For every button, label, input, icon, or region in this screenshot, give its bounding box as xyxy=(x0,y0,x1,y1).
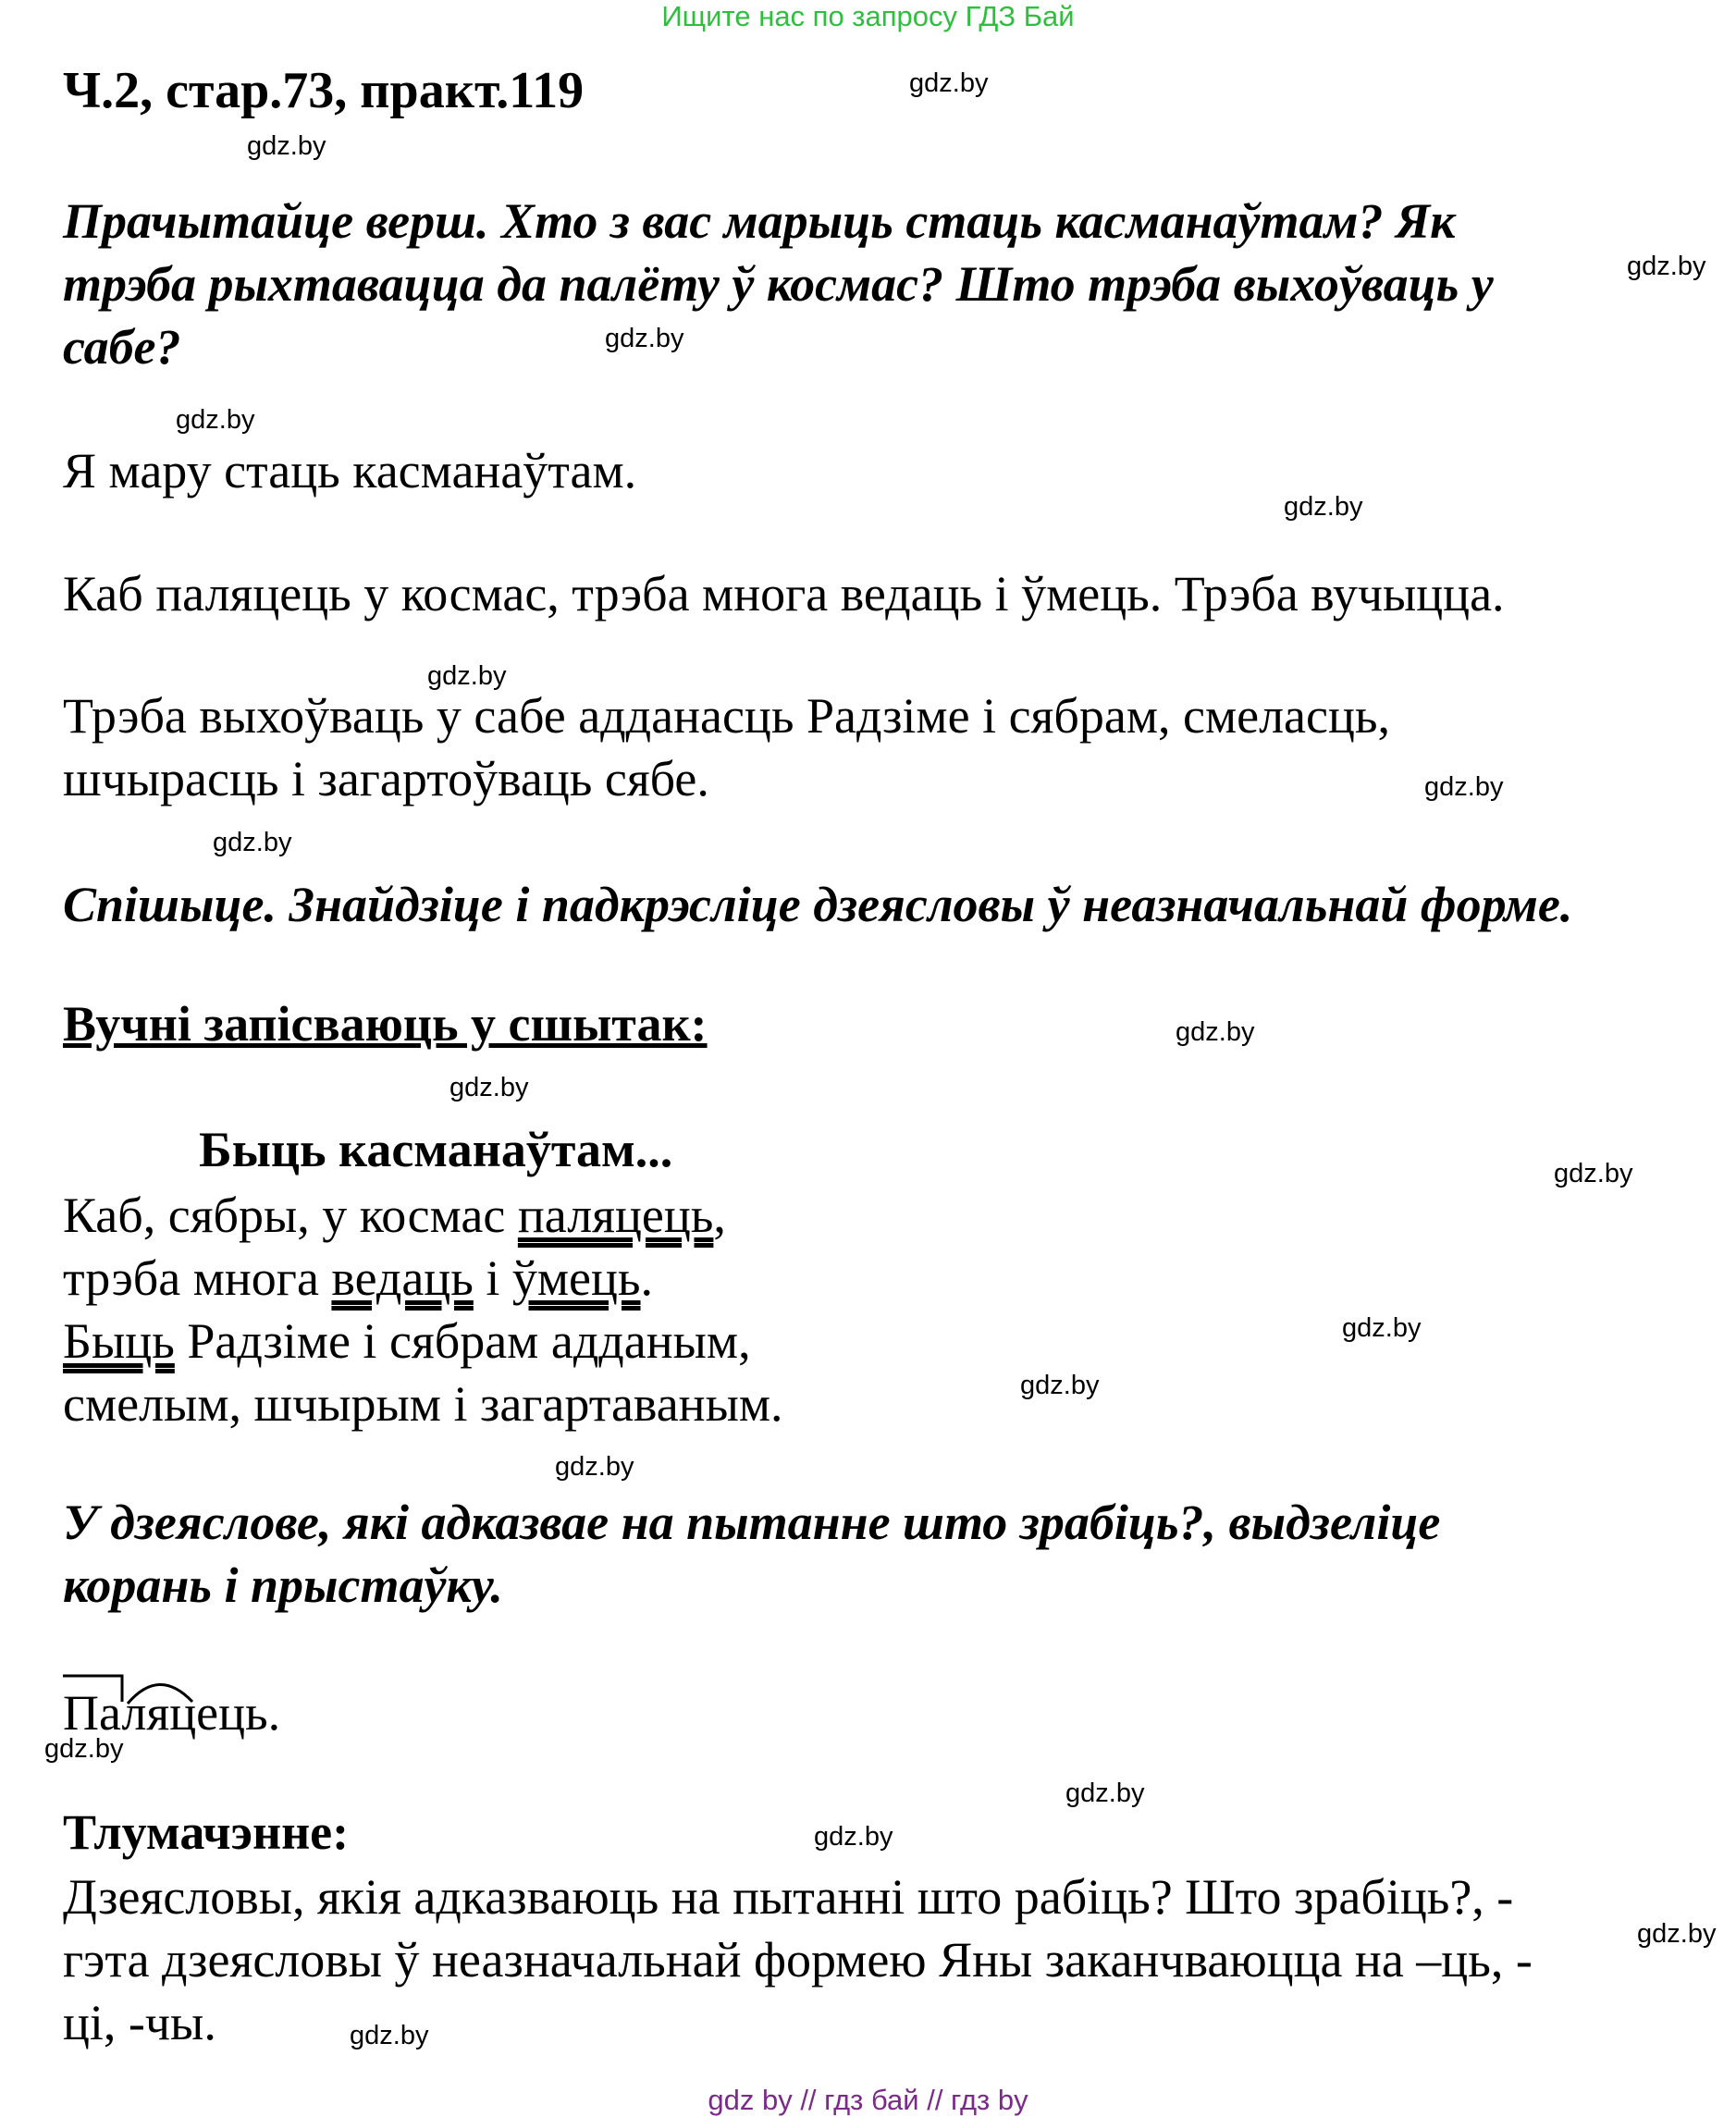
explanation xyxy=(63,1865,1533,2054)
poem-text: трэба многа xyxy=(63,1250,332,1306)
task-3 xyxy=(63,1491,1440,1617)
watermark: gdz.by xyxy=(350,2021,429,2050)
notebook-heading: Вучні запісваюць у сшытак: xyxy=(63,996,708,1052)
top-banner[interactable]: Ищите нас по запросу ГДЗ Бай xyxy=(661,0,1075,32)
watermark: gdz.by xyxy=(1284,492,1363,522)
watermark: gdz.by xyxy=(1424,772,1504,802)
watermark: gdz.by xyxy=(1554,1159,1633,1188)
watermark: gdz.by xyxy=(176,405,255,435)
answer-3-line: Трэба выхоўваць у сабе адданасць Радзіме і сябрам, смеласць, xyxy=(63,688,1391,744)
task-3-line: корань і прыстаўку. xyxy=(63,1557,503,1613)
task-1-line: сабе? xyxy=(63,319,181,375)
page-title: Ч.2, стар.73, практ.119 xyxy=(63,62,585,119)
watermark: gdz.by xyxy=(605,324,684,353)
verb-underlined: ўмець xyxy=(511,1250,641,1306)
task-1-line: трэба рыхтавацца да палёту ў космас? Што трэба выхоўваць у xyxy=(63,256,1494,312)
watermark: gdz.by xyxy=(909,68,989,98)
poem-line xyxy=(63,1247,783,1310)
watermark: gdz.by xyxy=(44,1734,124,1764)
watermark: gdz.by xyxy=(427,661,507,691)
verb-underlined: паляцець xyxy=(517,1188,714,1243)
task-2: Спішыце. Знайдзіце і падкрэсліце дзеясловы ў неазначальнай форме. xyxy=(63,877,1573,932)
answer-2: Каб паляцець у космас, трэба многа ведаць і ўмець. Трэба вучыцца. xyxy=(63,566,1505,622)
watermark: gdz.by xyxy=(1627,252,1706,281)
verb-underlined: Быць xyxy=(63,1313,175,1369)
poem xyxy=(63,1184,783,1435)
task-3-line: У дзеяслове, які адказвае на пытанне што зрабіць?, выдзеліце xyxy=(63,1495,1441,1550)
poem-text: і xyxy=(473,1250,512,1306)
task-1-line: Прачытайце верш. Хто з вас марыць стаць касманаўтам? Як xyxy=(63,193,1456,249)
poem-title: Быць касманаўтам... xyxy=(199,1122,673,1177)
watermark: gdz.by xyxy=(1342,1313,1422,1343)
task-1 xyxy=(63,190,1494,378)
answer-3 xyxy=(63,684,1390,810)
poem-text: Каб, сябры, у космас xyxy=(63,1188,518,1243)
watermark: gdz.by xyxy=(1637,1919,1717,1949)
explanation-line: ці, -чы. xyxy=(63,1995,216,2050)
watermark: gdz.by xyxy=(449,1073,529,1102)
word-analysis: Паляцець. xyxy=(63,1685,281,1741)
poem-text: , xyxy=(713,1188,726,1243)
watermark: gdz.by xyxy=(1020,1371,1100,1400)
verb-underlined: ведаць xyxy=(331,1250,474,1306)
answer-1: Я мару стаць касманаўтам. xyxy=(63,443,637,498)
poem-line: смелым, шчырым і загартаваным. xyxy=(63,1376,783,1432)
poem-line xyxy=(63,1310,783,1372)
watermark: gdz.by xyxy=(1176,1017,1255,1047)
explain-heading: Тлумачэнне: xyxy=(63,1804,350,1860)
poem-line xyxy=(63,1184,783,1247)
watermark: gdz.by xyxy=(247,131,326,161)
explanation-line: Дзеясловы, якія адказваюць на пытанні што рабіць? Што зрабіць?, - xyxy=(63,1869,1514,1925)
poem-text: Радзіме і сябрам адданым, xyxy=(174,1313,751,1369)
footer-links[interactable]: gdz by // гдз бай // гдз by xyxy=(708,2084,1028,2116)
poem-text: . xyxy=(640,1250,654,1306)
answer-3-line: шчырасць і загартоўваць сябе. xyxy=(63,751,709,806)
watermark: gdz.by xyxy=(814,1822,893,1852)
watermark: gdz.by xyxy=(555,1452,634,1482)
watermark: gdz.by xyxy=(1065,1779,1145,1808)
watermark: gdz.by xyxy=(213,828,292,857)
explanation-line: гэта дзеясловы ў неазначальнай формею Яны заканчваюцца на –ць, - xyxy=(63,1932,1533,1988)
